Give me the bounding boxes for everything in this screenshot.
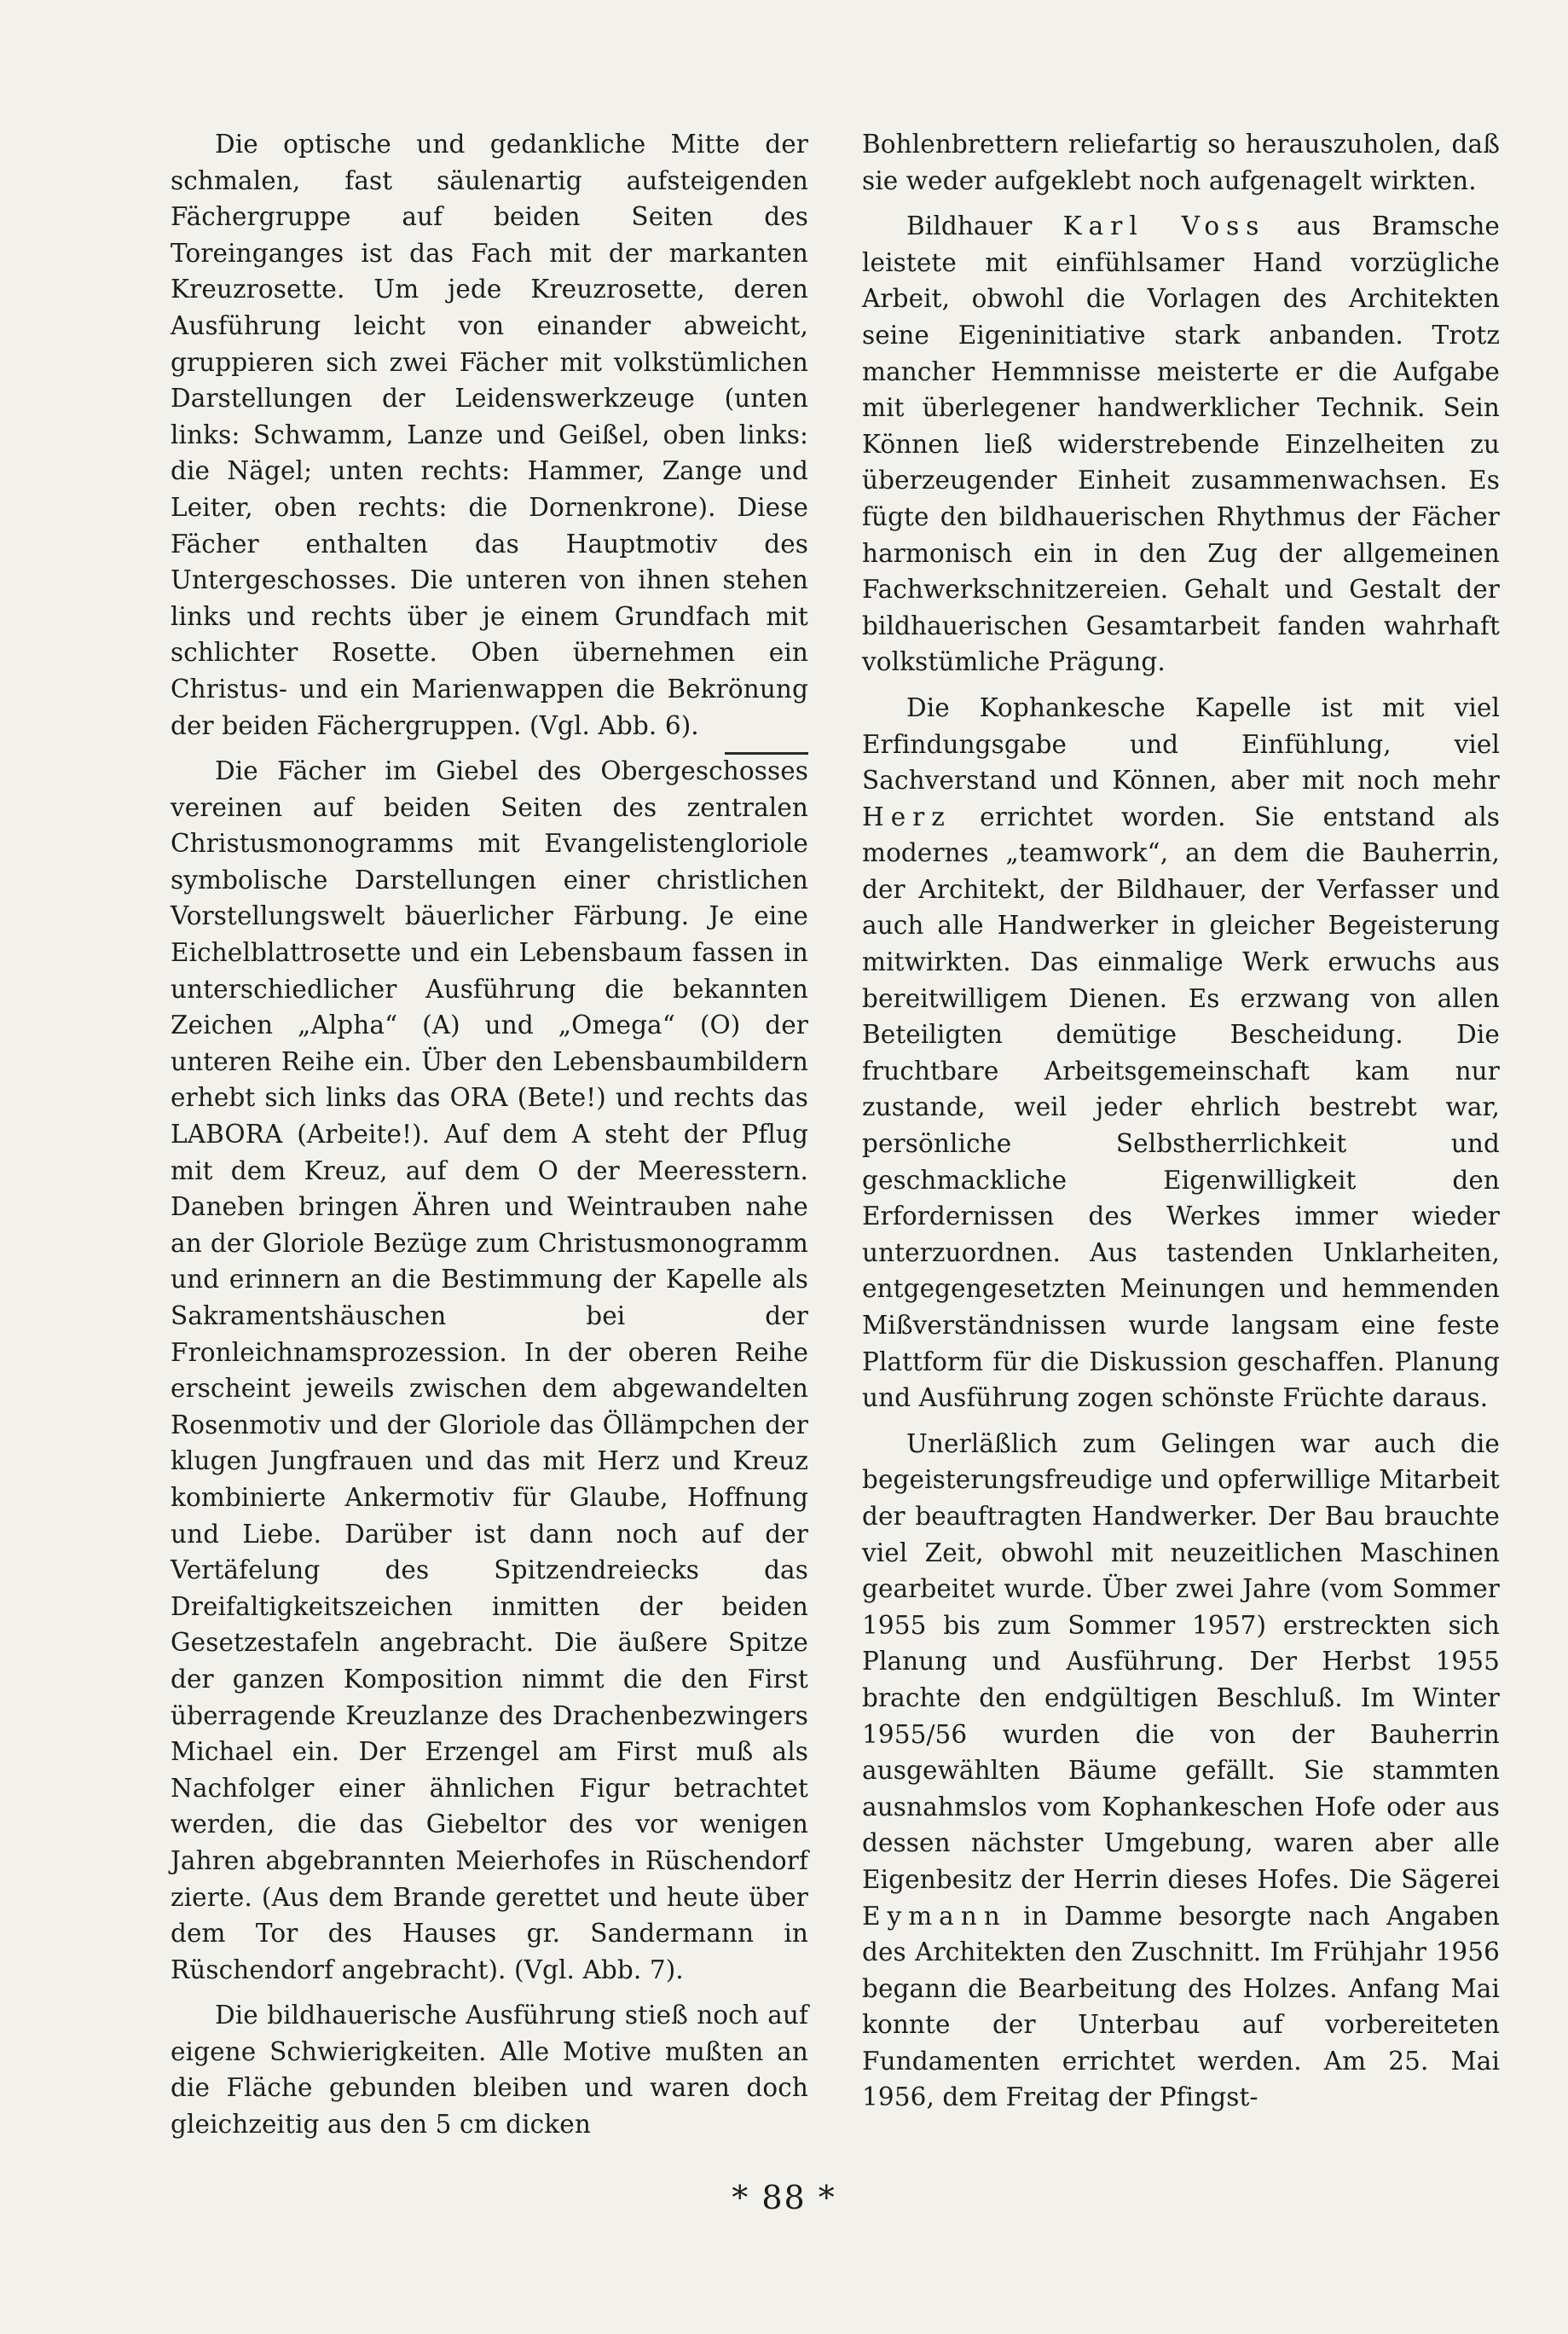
- paragraph-facher-gruppe: Die optische und gedankliche Mitte der schmalen, fast säulenartig aufsteigenden Fächergruppe auf beiden Seiten des Toreinganges ist das Fach mit der markanten Kreuzrosette. Um jede Kreuzrosette, deren Ausführung leicht von einander abweicht, gruppieren sich zwei Fächer mit volkstümlichen Darstellungen der Leidenswerkzeuge (unten links: Schwamm, Lanze und Geißel, oben links: die Nägel; unten rechts: Hammer, Zange und Leiter, oben rechts: die Dornenkrone). Diese Fächer enthalten das Hauptmotiv des Untergeschosses. Die unteren von ihnen stehen links und rechts über je einem Grundfach mit schlichter Rosette. Oben übernehmen ein Christus- und ein Marienwappen die Bekrönung der beiden Fächergruppen. (Vgl. Abb. 6).: [171, 130, 808, 740]
- text-segment: aus Bramsche leistete mit einfühlsamer Hand vorzügliche Arbeit, obwohl die Vorlagen des Architekten seine Eigeninitiative stark anbanden. Trotz mancher Hemmnisse meisterte er die Aufgabe mit überlegener handwerklicher Technik. Sein Können ließ widerstrebende Einzelheiten zu überzeugender Einheit zusammenwachsen. Es fügte den bildhauerischen Rhythmus der Fächer harmonisch ein in den Zug der allgemeinen Fachwerkschnitzereien. Gehalt und Gestalt der bildhauerischen Gesamtarbeit fanden wahrhaft volkstümliche Prägung.: [862, 211, 1500, 677]
- text-segment: Unerläßlich zum Gelingen war auch die begeisterungsfreudige und opferwillige Mitarbeit der beauftragten Handwerker. Der Bau brauchte viel Zeit, obwohl mit neuzeitlichen Maschinen gearbeitet wurde. Über zwei Jahre (vom Sommer 1955 bis zum Sommer 1957) erstreckten sich Planung und Ausführung. Der Herbst 1955 brachte den endgültigen Beschluß. Im Winter 1955/56 wurden die von der Bauherrin ausgewählten Bäume gefällt. Sie stammten ausnahmslos vom Kophankeschen Hofe oder aus dessen nächster Umgebung, waren aber alle Eigenbesitz der Herrin dieses Hofes. Die Sägerei: [862, 1428, 1500, 1894]
- right-column: [862, 126, 1500, 2125]
- text-segment: Bildhauer: [906, 211, 1063, 241]
- text-segment: Die Kophankesche Kapelle ist mit viel Erfindungsgabe und Einfühlung, viel Sachverstand und Können, aber mit noch mehr: [862, 692, 1500, 796]
- paragraph-continuation: Bohlenbrettern reliefartig so herauszuholen, daß sie weder aufgeklebt noch aufgenagelt wirkten.: [862, 130, 1500, 195]
- decorative-rule: [725, 752, 808, 755]
- sawmill-name: Eymann: [862, 1901, 1007, 1931]
- text-segment: errichtet worden. Sie entstand als modernes „teamwork“, an dem die Bauherrin, der Architekt, der Bildhauer, der Verfasser und auch alle Handwerker in gleicher Begeisterung mitwirkten. Das einmalige Werk erwuchs aus bereitwilligem Dienen. Es erzwang von allen Beteiligten demütige Bescheidung. Die fruchtbare Arbeitsgemeinschaft kam nur zustande, weil jeder ehrlich bestrebt war, persönliche Selbstherrlichkeit und geschmackliche Eigenwilligkeit den Erfordernissen des Werkes immer wieder unterzuordnen. Aus tastenden Unklarheiten, entgegengesetzten Meinungen und hemmenden Mißverständnissen wurde langsam eine feste Plattform für die Diskussion geschaffen. Planung und Ausführung zogen schönste Früchte daraus.: [862, 802, 1500, 1413]
- left-column: [171, 126, 808, 2152]
- paragraph-bildhauer: [862, 208, 1500, 681]
- page-number: * 88 *: [732, 2179, 836, 2216]
- paragraph-giebel: Die Fächer im Giebel des Obergeschosses vereinen auf beiden Seiten des zentralen Christusmonogramms mit Evangelistengloriole symbolische Darstellungen einer christlichen Vorstellungswelt bäuerlicher Färbung. Je eine Eichelblattrosette und ein Lebensbaum fassen in unterschiedlicher Ausführung die bekannten Zeichen „Alpha“ (A) und „Omega“ (O) der unteren Reihe ein. Über den Lebensbaumbildern erhebt sich links das ORA (Bete!) und rechts das LABORA (Arbeite!). Auf dem A steht der Pflug mit dem Kreuz, auf dem O der Meeresstern. Daneben bringen Ähren und Weintrauben nahe an der Gloriole Bezüge zum Christusmonogramm und erinnern an die Bestimmung der Kapelle als Sakramentshäuschen bei der Fronleichnamsprozession. In der oberen Reihe erscheint jeweils zwischen dem abgewandelten Rosenmotiv und der Gloriole das Öllämpchen der klugen Jungfrauen und das mit Herz und Kreuz kombinierte Ankermotiv für Glaube, Hoffnung und Liebe. Darüber ist dann noch auf der Vertäfelung des Spitzendreiecks das Dreifaltigkeitszeichen inmitten der beiden Gesetzestafeln angebracht. Die äußere Spitze der ganzen Komposition nimmt die den First überragende Kreuzlanze des Drachenbezwingers Michael ein. Der Erzengel am First muß als Nachfolger einer ähnlichen Figur betrachtet werden, die das Giebeltor des vor wenigen Jahren abgebrannten Meierhofes in Rüschendorf zierte. (Aus dem Brande gerettet und heute über dem Tor des Hauses gr. Sandermann in Rüschendorf angebracht). (Vgl. Abb. 7).: [171, 756, 808, 1984]
- emphasis-herz: Herz: [862, 802, 952, 831]
- paragraph-bildhauerische-ausfuehrung: Die bildhauerische Ausführung stieß noch auf eigene Schwierigkeiten. Alle Motive mußten an die Fläche gebunden bleiben und waren doch gleichzeitig aus den 5 cm dicken: [171, 2001, 808, 2140]
- sculptor-name: Karl Voss: [1062, 211, 1266, 241]
- text-segment: in Damme besorgte nach Angaben des Architekten den Zuschnitt. Im Frühjahr 1956 begann die Bearbeitung des Holzes. Anfang Mai konnte der Unterbau auf vorbereiteten Fundamenten errichtet werden. Am 25. Mai 1956, dem Freitag der Pfingst-: [862, 1901, 1500, 2112]
- paragraph-kapelle: [862, 690, 1500, 1416]
- paragraph-handwerker: [862, 1426, 1500, 2116]
